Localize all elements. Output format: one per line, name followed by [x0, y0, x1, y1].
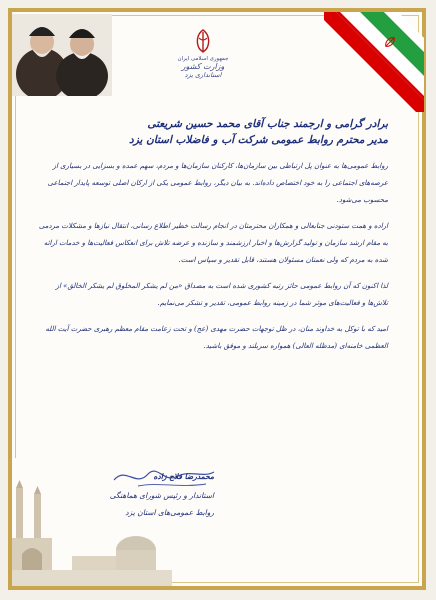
letter-paragraph-2: اراده و همت ستودنی جنابعالی و همکاران محترمتان در انجام رسالت خطیر اطلاع رسانی، انتقال نیازها و مشکلات مردمی به مقام ارشد سازمان و تولید گزارش‌ها و اخبار ارزشمند و سازنده و عرضه تلاش برای انعکاس فعالیت‌ها و خدمات ارائه شده به مردم که ولی نعمتان مسئولان هستند، قابل تقدیر و سپاس است.	[38, 222, 388, 264]
letter-paragraph-3: لذا اکنون که آن روابط عمومی حائز رتبه کشوری شده است به مصداق «من لم یشکر المخلوق لم یشکر الخالق» از تلاش‌ها و فعالیت‌های موثر شما در زمینه روابط عمومی، تقدیر و تشکر می‌نمایم.	[55, 282, 388, 307]
iran-flag-ribbon	[324, 12, 424, 112]
iran-emblem-icon	[191, 28, 215, 54]
greeting-recipient: برادر گرامی و ارجمند جناب آقای محمد حسین شریعتی	[147, 118, 388, 130]
leaders-portraits	[12, 14, 112, 96]
ministry-line-governorate: استانداری یزد	[184, 71, 222, 79]
letter-paragraph-1: روابط عمومی‌ها به عنوان پل ارتباطی بین سازمان‌ها، کارکنان سازمان‌ها و مردم، سهم عمده و بسزایی در بسیاری از عرصه‌های اجتماعی را به خود اختصاص داده‌اند. به بیان دیگر، روابط عمومی یکی از ارکان اصلی توسعه پایدار اجتماعی محسوب می‌شود.	[47, 162, 388, 204]
signature-block	[74, 470, 214, 519]
greeting-position: مدیر محترم روابط عمومی شرکت آب و فاضلاب استان یزد	[129, 134, 388, 146]
signatory-title: استاندار و رئیس شورای هماهنگی	[109, 491, 214, 500]
letter-body	[38, 118, 388, 364]
letter-paragraph-4: امید که با توکل به خداوند منان، در ظل توجهات حضرت مهدی (عج) و تحت زعامت مقام معظم رهبری حضرت آیت الله العظمی خامنه‌ای (مدظله العالی) همواره سربلند و موفق باشید.	[45, 325, 388, 350]
ministry-header	[150, 56, 256, 79]
ministry-line-ministry: وزارت کشور	[181, 62, 225, 71]
signatory-name: محمدرضا فلاح زاده	[153, 472, 214, 481]
ministry-line-country: جمهوری اسلامی ایران	[177, 56, 229, 62]
signatory-unit: روابط عمومی‌های استان یزد	[125, 508, 214, 517]
